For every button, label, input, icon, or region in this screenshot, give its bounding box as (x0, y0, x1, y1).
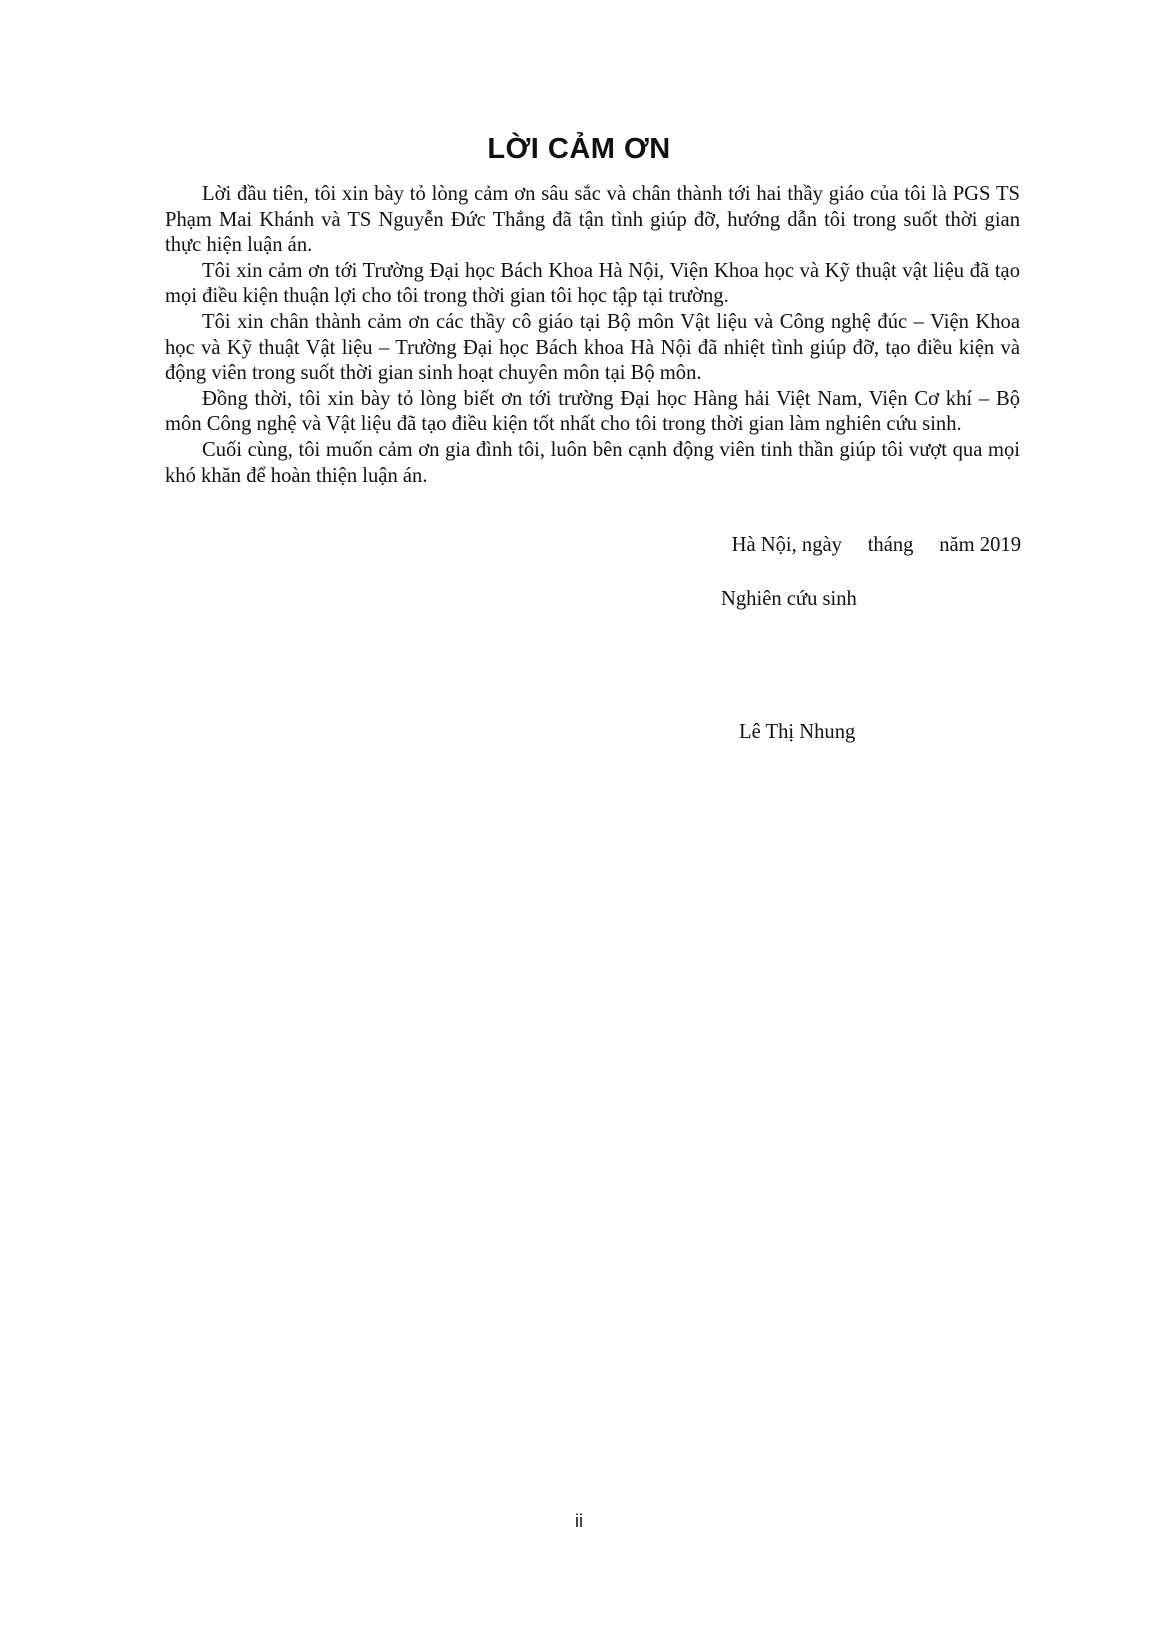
paragraph-thanks-university: Tôi xin cảm ơn tới Trường Đại học Bách Khoa Hà Nội, Viện Khoa học và Kỹ thuật vật liệu đã tạo mọi điều kiện thuận lợi cho tôi trong thời gian tôi học tập tại trường. (165, 259, 1020, 308)
paragraph-thanks-department: Tôi xin chân thành cảm ơn các thầy cô giáo tại Bộ môn Vật liệu và Công nghệ đúc – Viện Khoa học và Kỹ thuật Vật liệu – Trường Đại học Bách khoa Hà Nội đã nhiệt tình giúp đỡ, tạo điều kiện và động viên trong suốt thời gian sinh hoạt chuyên môn tại Bộ môn. (165, 310, 1020, 385)
paragraph-thanks-supervisors: Lời đầu tiên, tôi xin bày tỏ lòng cảm ơn sâu sắc và chân thành tới hai thầy giáo của tôi là PGS TS Phạm Mai Khánh và TS Nguyễn Đức Thắng đã tận tình giúp đỡ, hướng dẫn tôi trong suốt thời gian thực hiện luận án. (165, 183, 1020, 257)
page-number: ii (575, 1511, 583, 1531)
acknowledgement-body (165, 182, 1020, 489)
signature-name: Lê Thị Nhung (739, 721, 856, 743)
signature-date-line: Hà Nội, ngày tháng năm 2019 (731, 534, 1021, 556)
paragraph-thanks-family: Cuối cùng, tôi muốn cảm ơn gia đình tôi, luôn bên cạnh động viên tinh thần giúp tôi vượt qua mọi khó khăn để hoàn thiện luận án. (165, 438, 1020, 487)
paragraph-thanks-maritime-university: Đồng thời, tôi xin bày tỏ lòng biết ơn tới trường Đại học Hàng hải Việt Nam, Viện Cơ khí – Bộ môn Công nghệ và Vật liệu đã tạo điều kiện tốt nhất cho tôi trong thời gian làm nghiên cứu sinh. (165, 387, 1020, 436)
page-title: LỜI CẢM ƠN (487, 133, 671, 165)
signature-role: Nghiên cứu sinh (721, 588, 857, 610)
